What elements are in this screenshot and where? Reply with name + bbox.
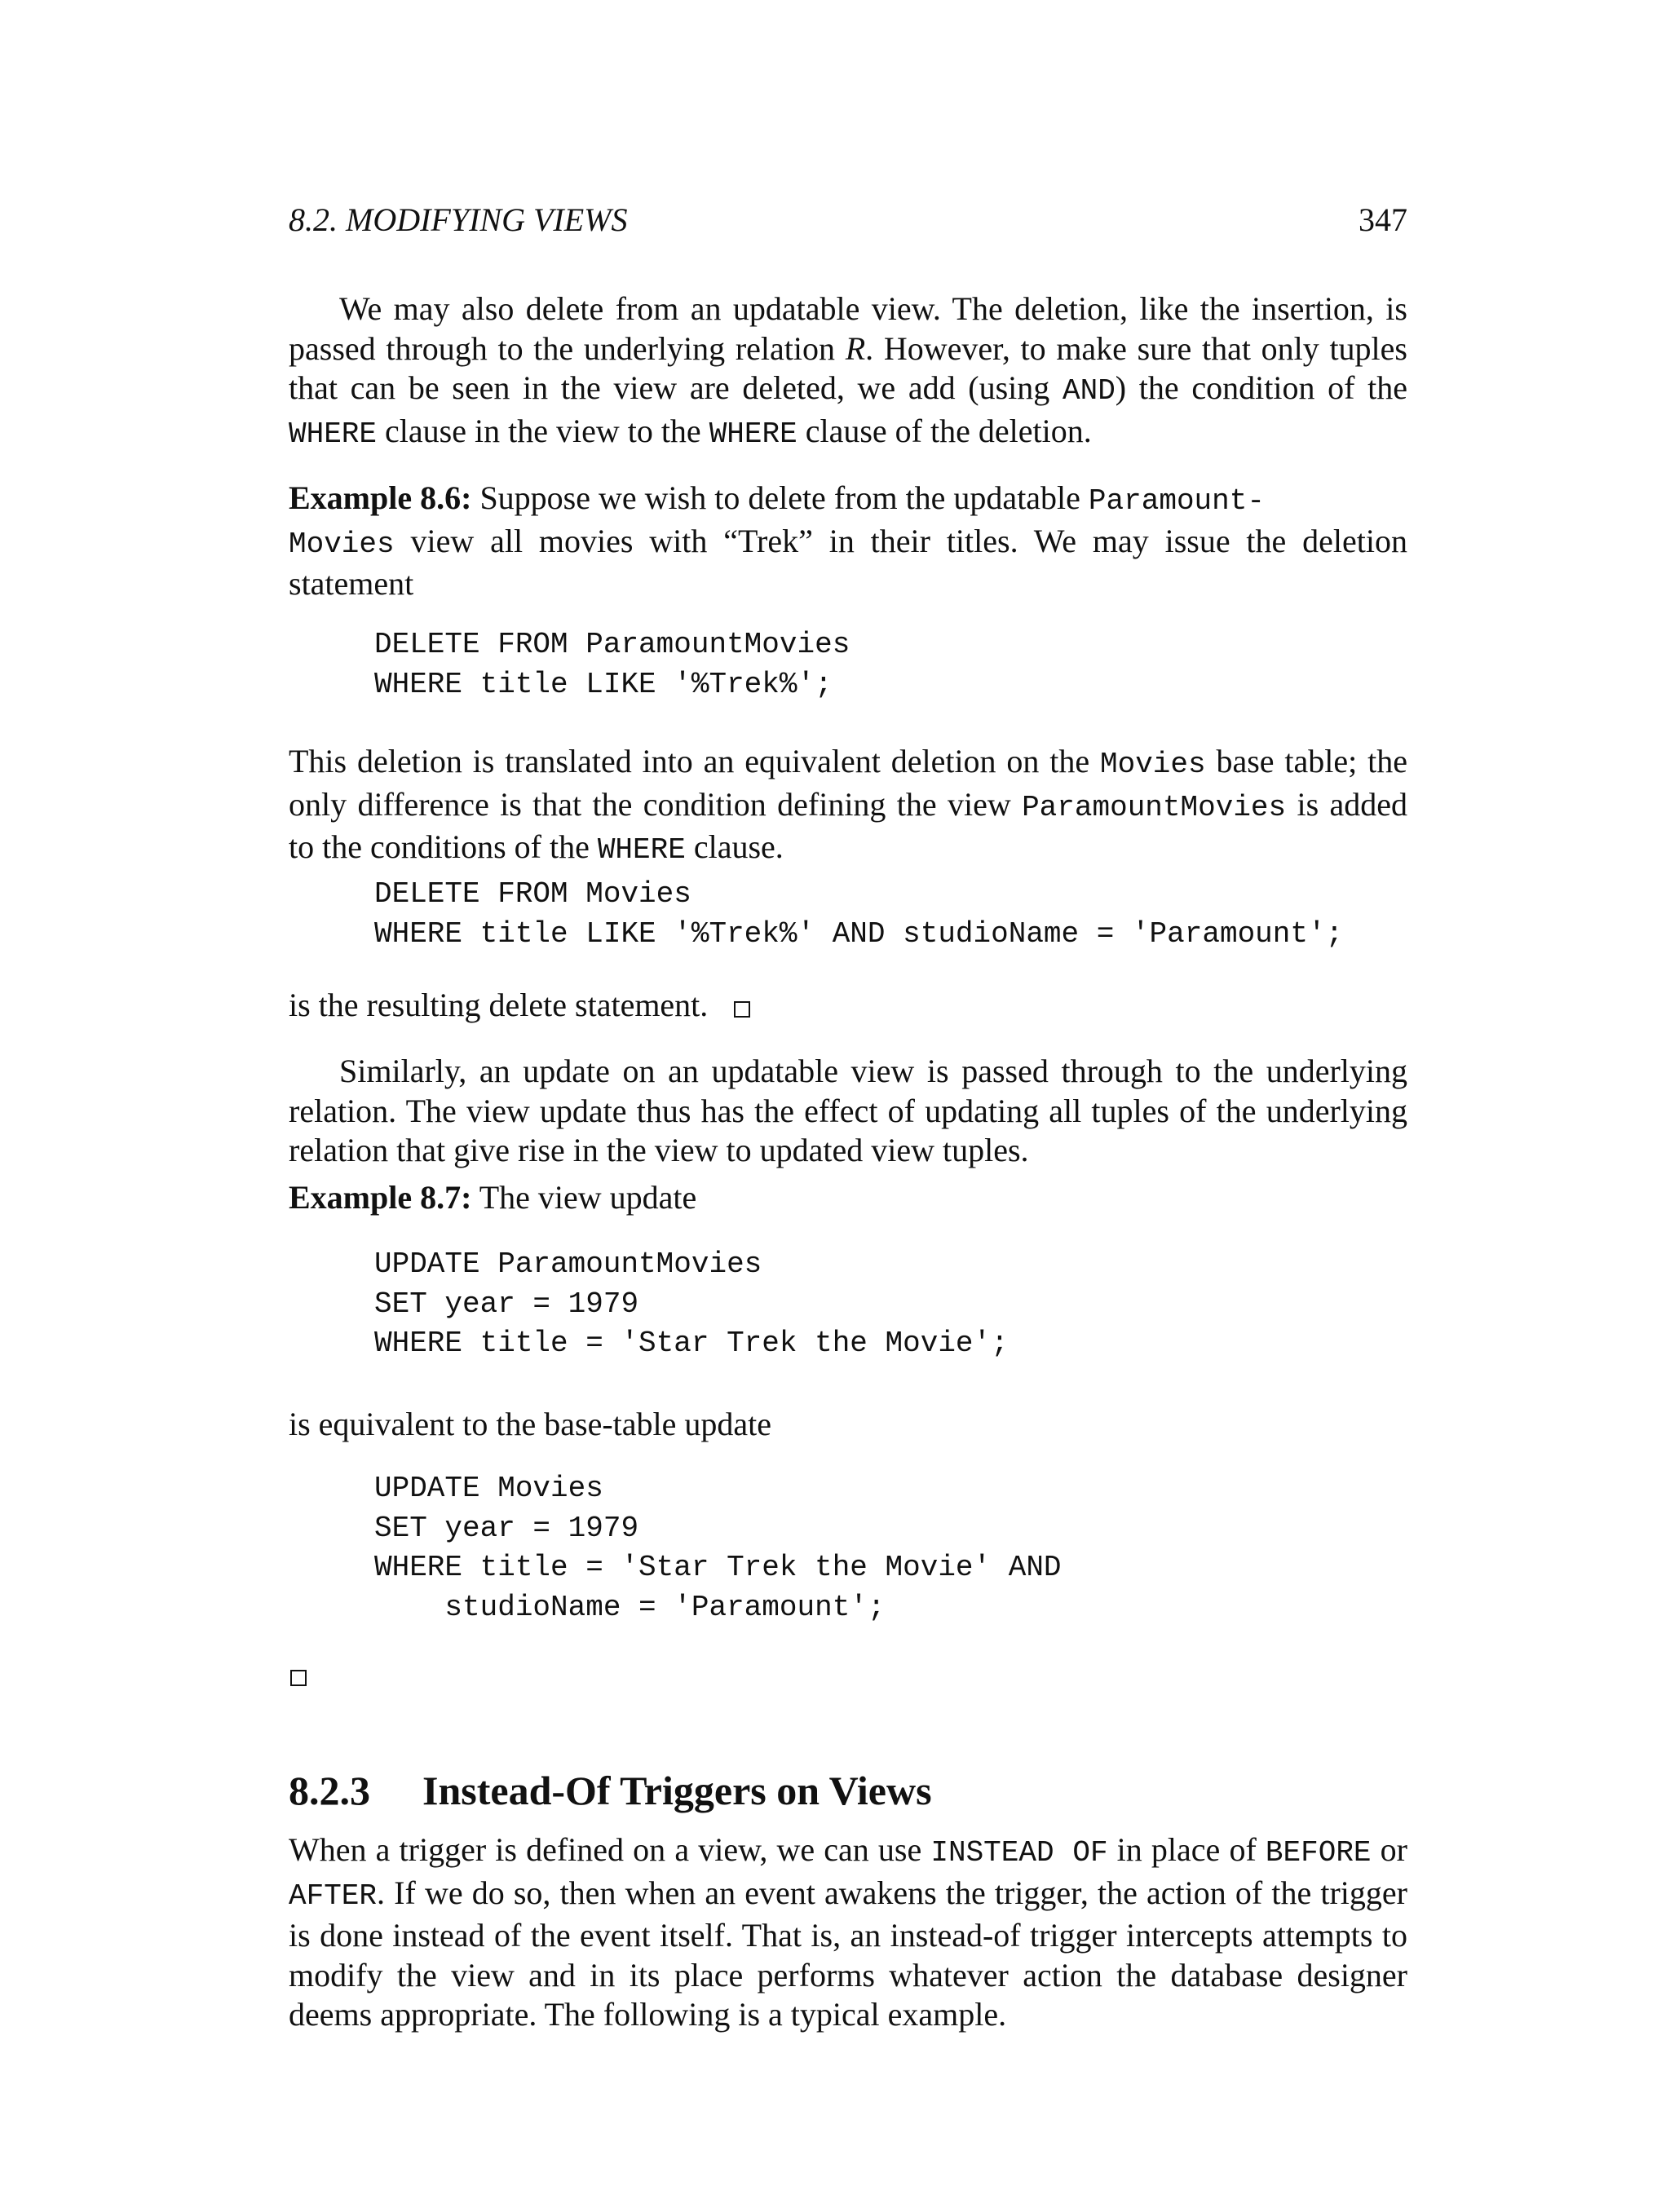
text-run: clause of the deletion. (797, 412, 1092, 449)
text-run: view all movies with “Trek” in their titles. We may issue the deletion statement (289, 522, 1407, 602)
code-delete-view: DELETE FROM ParamountMovies WHERE title LIKE '%Trek%'; (374, 628, 850, 701)
text-run: base table; the only difference is that the condition defining the view (289, 743, 1407, 823)
text-run: clause in the view to the (377, 412, 709, 449)
paragraph-equivalent: is equivalent to the base-table update (289, 1406, 772, 1442)
text-run: is added to the conditions of the (289, 785, 1408, 865)
text-run: Suppose we wish to delete from the updatable (471, 479, 1089, 516)
example-8-6 (289, 479, 1407, 604)
paragraph-instead-of (289, 1830, 1407, 2035)
text-run: ) the condition of the (1115, 369, 1408, 406)
keyword-and: AND (1062, 374, 1116, 408)
code-update-view: UPDATE ParamountMovies SET year = 1979 WHERE title = 'Star Trek the Movie'; (374, 1247, 1009, 1360)
code-update-base: UPDATE Movies SET year = 1979 WHERE title = 'Star Trek the Movie' AND studioName = 'Paramount'; (374, 1472, 1062, 1624)
paragraph-result (289, 986, 1407, 1026)
code-delete-base: DELETE FROM Movies WHERE title LIKE '%Trek%' AND studioName = 'Paramount'; (374, 877, 1344, 951)
text-run: or (1371, 1831, 1407, 1868)
keyword-where: WHERE (289, 417, 378, 451)
keyword-instead-of: INSTEAD OF (930, 1836, 1108, 1870)
example-8-7 (289, 1178, 1407, 1218)
example-label: Example 8.6: (289, 479, 472, 516)
text-run: The view update (471, 1179, 697, 1216)
keyword-before: BEFORE (1265, 1836, 1372, 1870)
paragraph-update-intro: Similarly, an update on an updatable view is passed through to the underlying relation. The view update thus has the effect of updating all tuples of the underlying relation that give rise in the view to updated view tuples. (289, 1053, 1407, 1168)
section-title: Instead-Of Triggers on Views (422, 1768, 932, 1813)
view-name-part1: Paramount- (1088, 484, 1265, 518)
text-run: clause. (685, 828, 784, 865)
keyword-where: WHERE (709, 417, 797, 451)
text-run: . If we do so, then when an event awakens the trigger, the action of the trigger is done instead of the event itself. That is, an instead-of trigger intercepts attempts to modify the view and in its place performs whatever action the database designer deems appropriate. The following is a typical example. (289, 1874, 1407, 2033)
paragraph-translation (289, 742, 1407, 871)
text-run: When a trigger is defined on a view, we can use (289, 1831, 931, 1868)
end-of-example-icon (734, 1001, 750, 1018)
text-run: We may also delete from an updatable view. The deletion, like the insertion, is passed through to the underlying relation (289, 290, 1407, 367)
text-run: . However, to make sure that only tuples that can be seen in the view are deleted, we add (using (289, 329, 1407, 406)
paragraph-delete-intro (289, 289, 1407, 454)
section-number: 8.2.3 (289, 1768, 370, 1813)
page-number: 347 (1359, 201, 1407, 238)
relation-name: R (845, 329, 866, 367)
end-of-example-icon (290, 1670, 307, 1686)
view-name-part2: Movies (289, 527, 395, 561)
text-run: in place of (1107, 1831, 1266, 1868)
view-name: ParamountMovies (1022, 790, 1287, 824)
keyword-after: AFTER (289, 1879, 378, 1913)
text-run: is the resulting delete statement. (289, 987, 709, 1023)
section-heading (289, 1766, 932, 1815)
text-run: This deletion is translated into an equivalent deletion on the (289, 743, 1100, 779)
running-header (289, 200, 1407, 241)
table-name: Movies (1100, 748, 1206, 781)
keyword-where: WHERE (597, 833, 686, 867)
running-head-section: 8.2. MODIFYING VIEWS (289, 201, 628, 238)
example-label: Example 8.7: (289, 1179, 472, 1216)
